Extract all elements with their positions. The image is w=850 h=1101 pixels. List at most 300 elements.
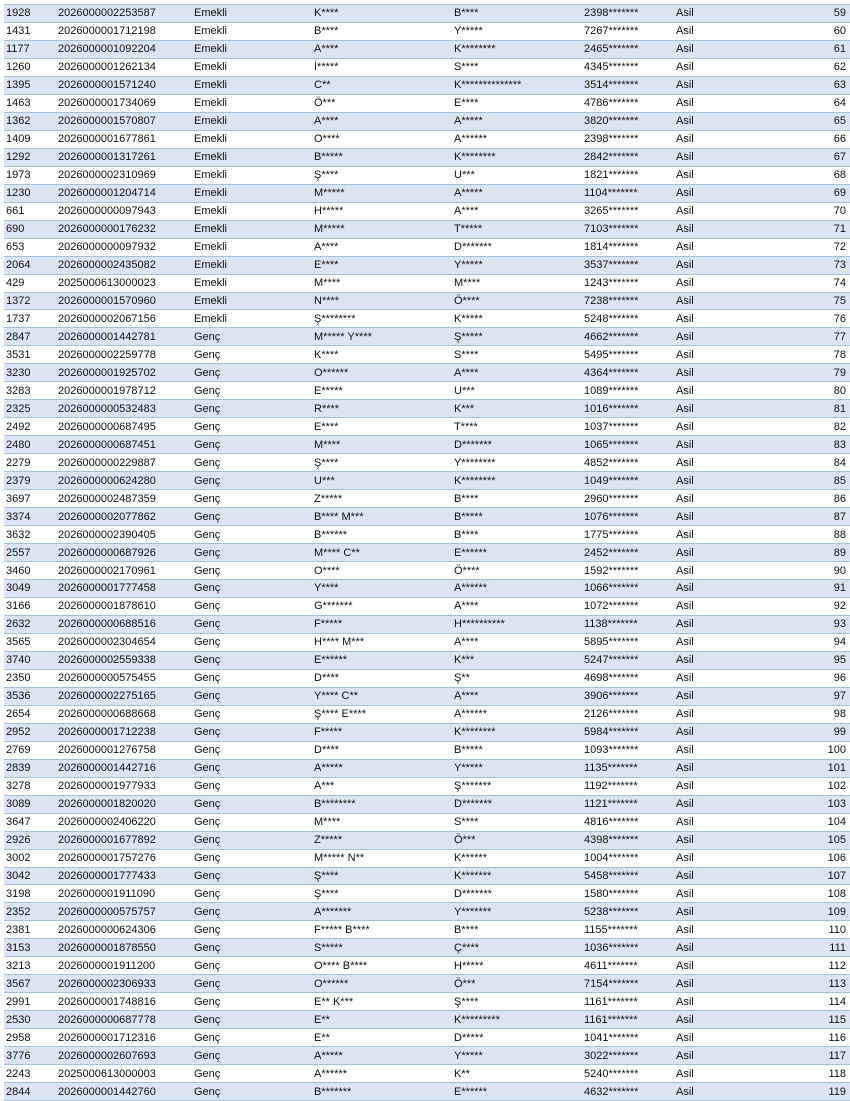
application-number-cell: 2026000001925702	[58, 364, 194, 382]
id-number-masked-cell: 7154*******	[584, 975, 676, 993]
category-cell: Emekli	[194, 76, 314, 94]
id-number-masked-cell: 5240*******	[584, 1065, 676, 1083]
id-number-masked-cell: 4611*******	[584, 957, 676, 975]
category-cell: Genç	[194, 687, 314, 705]
row-code-cell: 2381	[4, 921, 58, 939]
last-name-masked-cell: A****	[454, 633, 584, 651]
first-name-masked-cell: O****	[314, 562, 454, 580]
row-code-cell: 3374	[4, 508, 58, 526]
first-name-masked-cell: O**** B****	[314, 957, 454, 975]
application-number-cell: 2026000001977933	[58, 777, 194, 795]
table-row	[4, 993, 850, 1011]
status-cell: Asil	[676, 741, 816, 759]
table-row	[4, 1029, 850, 1047]
table-row	[4, 633, 850, 651]
results-table	[4, 4, 850, 1101]
table-row	[4, 741, 850, 759]
row-code-cell: 429	[4, 274, 58, 292]
table-row	[4, 22, 850, 40]
status-cell: Asil	[676, 885, 816, 903]
category-cell: Genç	[194, 382, 314, 400]
application-number-cell: 2026000000687926	[58, 544, 194, 562]
table-row	[4, 957, 850, 975]
category-cell: Genç	[194, 633, 314, 651]
application-number-cell: 2026000000575455	[58, 669, 194, 687]
id-number-masked-cell: 1093*******	[584, 741, 676, 759]
status-cell: Asil	[676, 705, 816, 723]
last-name-masked-cell: A******	[454, 130, 584, 148]
status-cell: Asil	[676, 939, 816, 957]
last-name-masked-cell: B*****	[454, 741, 584, 759]
first-name-masked-cell: Ş********	[314, 310, 454, 328]
id-number-masked-cell: 1041*******	[584, 1029, 676, 1047]
table-row	[4, 184, 850, 202]
id-number-masked-cell: 7238*******	[584, 292, 676, 310]
status-cell: Asil	[676, 184, 816, 202]
application-number-cell: 2026000001777458	[58, 580, 194, 598]
first-name-masked-cell: B*****	[314, 148, 454, 166]
first-name-masked-cell: Ş****	[314, 867, 454, 885]
application-number-cell: 2026000001677892	[58, 831, 194, 849]
row-code-cell: 3089	[4, 795, 58, 813]
row-code-cell: 2243	[4, 1065, 58, 1083]
last-name-masked-cell: K*****	[454, 310, 584, 328]
application-number-cell: 2026000001712238	[58, 723, 194, 741]
last-name-masked-cell: D*******	[454, 436, 584, 454]
first-name-masked-cell: F*****	[314, 723, 454, 741]
table-row	[4, 903, 850, 921]
last-name-masked-cell: A******	[454, 580, 584, 598]
id-number-masked-cell: 2126*******	[584, 705, 676, 723]
row-code-cell: 3565	[4, 633, 58, 651]
rank-cell: 85	[816, 472, 850, 490]
application-number-cell: 2026000002067156	[58, 310, 194, 328]
last-name-masked-cell: A******	[454, 705, 584, 723]
application-number-cell: 2026000002435082	[58, 256, 194, 274]
row-code-cell: 3166	[4, 597, 58, 615]
rank-cell: 105	[816, 831, 850, 849]
row-code-cell: 2325	[4, 400, 58, 418]
category-cell: Genç	[194, 562, 314, 580]
last-name-masked-cell: K***	[454, 400, 584, 418]
table-row	[4, 292, 850, 310]
id-number-masked-cell: 1104*******	[584, 184, 676, 202]
id-number-masked-cell: 2398*******	[584, 130, 676, 148]
status-cell: Asil	[676, 1083, 816, 1101]
category-cell: Emekli	[194, 202, 314, 220]
first-name-masked-cell: A****	[314, 238, 454, 256]
first-name-masked-cell: A******	[314, 1065, 454, 1083]
rank-cell: 60	[816, 22, 850, 40]
status-cell: Asil	[676, 975, 816, 993]
id-number-masked-cell: 1121*******	[584, 795, 676, 813]
first-name-masked-cell: B********	[314, 795, 454, 813]
rank-cell: 81	[816, 400, 850, 418]
row-code-cell: 2530	[4, 1011, 58, 1029]
application-number-cell: 2026000000097932	[58, 238, 194, 256]
table-row	[4, 40, 850, 58]
table-row	[4, 1083, 850, 1101]
status-cell: Asil	[676, 831, 816, 849]
table-row	[4, 544, 850, 562]
first-name-masked-cell: A*****	[314, 759, 454, 777]
first-name-masked-cell: C**	[314, 76, 454, 94]
row-code-cell: 1177	[4, 40, 58, 58]
application-number-cell: 2026000001777433	[58, 867, 194, 885]
rank-cell: 103	[816, 795, 850, 813]
status-cell: Asil	[676, 112, 816, 130]
row-code-cell: 661	[4, 202, 58, 220]
last-name-masked-cell: S****	[454, 813, 584, 831]
category-cell: Genç	[194, 723, 314, 741]
row-code-cell: 2492	[4, 418, 58, 436]
rank-cell: 111	[816, 939, 850, 957]
application-number-cell: 2026000000687778	[58, 1011, 194, 1029]
status-cell: Asil	[676, 1029, 816, 1047]
status-cell: Asil	[676, 292, 816, 310]
table-row	[4, 777, 850, 795]
category-cell: Genç	[194, 651, 314, 669]
rank-cell: 78	[816, 346, 850, 364]
category-cell: Genç	[194, 705, 314, 723]
id-number-masked-cell: 3820*******	[584, 112, 676, 130]
application-number-cell: 2026000001878610	[58, 597, 194, 615]
category-cell: Genç	[194, 957, 314, 975]
application-number-cell: 2026000001317261	[58, 148, 194, 166]
category-cell: Emekli	[194, 40, 314, 58]
rank-cell: 119	[816, 1083, 850, 1101]
status-cell: Asil	[676, 580, 816, 598]
id-number-masked-cell: 5458*******	[584, 867, 676, 885]
row-code-cell: 1463	[4, 94, 58, 112]
status-cell: Asil	[676, 256, 816, 274]
rank-cell: 93	[816, 615, 850, 633]
rank-cell: 86	[816, 490, 850, 508]
status-cell: Asil	[676, 687, 816, 705]
status-cell: Asil	[676, 148, 816, 166]
status-cell: Asil	[676, 166, 816, 184]
status-cell: Asil	[676, 1011, 816, 1029]
table-row	[4, 238, 850, 256]
application-number-cell: 2026000000176232	[58, 220, 194, 238]
rank-cell: 82	[816, 418, 850, 436]
first-name-masked-cell: M***** N**	[314, 849, 454, 867]
category-cell: Emekli	[194, 58, 314, 76]
first-name-masked-cell: A****	[314, 40, 454, 58]
rank-cell: 68	[816, 166, 850, 184]
application-number-cell: 2026000001677861	[58, 130, 194, 148]
status-cell: Asil	[676, 849, 816, 867]
application-number-cell: 2026000001276758	[58, 741, 194, 759]
last-name-masked-cell: M****	[454, 274, 584, 292]
status-cell: Asil	[676, 544, 816, 562]
id-number-masked-cell: 4852*******	[584, 454, 676, 472]
status-cell: Asil	[676, 562, 816, 580]
category-cell: Genç	[194, 328, 314, 346]
row-code-cell: 3230	[4, 364, 58, 382]
category-cell: Emekli	[194, 238, 314, 256]
first-name-masked-cell: A*******	[314, 903, 454, 921]
status-cell: Asil	[676, 202, 816, 220]
category-cell: Emekli	[194, 274, 314, 292]
first-name-masked-cell: E****	[314, 256, 454, 274]
category-cell: Genç	[194, 1065, 314, 1083]
application-number-cell: 2026000001442716	[58, 759, 194, 777]
status-cell: Asil	[676, 364, 816, 382]
first-name-masked-cell: A***	[314, 777, 454, 795]
id-number-masked-cell: 7103*******	[584, 220, 676, 238]
category-cell: Emekli	[194, 148, 314, 166]
table-row	[4, 759, 850, 777]
category-cell: Emekli	[194, 130, 314, 148]
first-name-masked-cell: K****	[314, 5, 454, 23]
last-name-masked-cell: Ş*******	[454, 777, 584, 795]
id-number-masked-cell: 1004*******	[584, 849, 676, 867]
rank-cell: 109	[816, 903, 850, 921]
last-name-masked-cell: Ö***	[454, 831, 584, 849]
first-name-masked-cell: E** K***	[314, 993, 454, 1011]
application-number-cell: 2026000001442760	[58, 1083, 194, 1101]
row-code-cell: 3632	[4, 526, 58, 544]
id-number-masked-cell: 1037*******	[584, 418, 676, 436]
first-name-masked-cell: Y**** C**	[314, 687, 454, 705]
row-code-cell: 3198	[4, 885, 58, 903]
application-number-cell: 2026000000688668	[58, 705, 194, 723]
category-cell: Genç	[194, 508, 314, 526]
row-code-cell: 1372	[4, 292, 58, 310]
first-name-masked-cell: G*******	[314, 597, 454, 615]
last-name-masked-cell: S****	[454, 346, 584, 364]
last-name-masked-cell: K******	[454, 849, 584, 867]
table-row	[4, 669, 850, 687]
category-cell: Genç	[194, 1029, 314, 1047]
id-number-masked-cell: 4662*******	[584, 328, 676, 346]
row-code-cell: 2557	[4, 544, 58, 562]
first-name-masked-cell: B******	[314, 526, 454, 544]
id-number-masked-cell: 3265*******	[584, 202, 676, 220]
first-name-masked-cell: Ş****	[314, 166, 454, 184]
results-sheet	[4, 4, 846, 1101]
category-cell: Genç	[194, 454, 314, 472]
first-name-masked-cell: N****	[314, 292, 454, 310]
id-number-masked-cell: 5984*******	[584, 723, 676, 741]
table-row	[4, 166, 850, 184]
status-cell: Asil	[676, 1065, 816, 1083]
table-row	[4, 723, 850, 741]
row-code-cell: 2769	[4, 741, 58, 759]
rank-cell: 115	[816, 1011, 850, 1029]
rank-cell: 71	[816, 220, 850, 238]
table-row	[4, 5, 850, 23]
last-name-masked-cell: U***	[454, 382, 584, 400]
table-row	[4, 472, 850, 490]
row-code-cell: 1395	[4, 76, 58, 94]
row-code-cell: 3531	[4, 346, 58, 364]
rank-cell: 118	[816, 1065, 850, 1083]
id-number-masked-cell: 4398*******	[584, 831, 676, 849]
last-name-masked-cell: K**************	[454, 76, 584, 94]
last-name-masked-cell: Ş**	[454, 669, 584, 687]
application-number-cell: 2026000002253587	[58, 5, 194, 23]
last-name-masked-cell: Ö****	[454, 292, 584, 310]
id-number-masked-cell: 1243*******	[584, 274, 676, 292]
id-number-masked-cell: 5895*******	[584, 633, 676, 651]
row-code-cell: 2279	[4, 454, 58, 472]
table-row	[4, 364, 850, 382]
row-code-cell: 1260	[4, 58, 58, 76]
category-cell: Genç	[194, 580, 314, 598]
id-number-masked-cell: 1592*******	[584, 562, 676, 580]
application-number-cell: 2026000001570807	[58, 112, 194, 130]
rank-cell: 113	[816, 975, 850, 993]
first-name-masked-cell: F***** B****	[314, 921, 454, 939]
category-cell: Genç	[194, 759, 314, 777]
rank-cell: 84	[816, 454, 850, 472]
first-name-masked-cell: D****	[314, 741, 454, 759]
table-row	[4, 526, 850, 544]
table-row	[4, 849, 850, 867]
first-name-masked-cell: D****	[314, 669, 454, 687]
category-cell: Genç	[194, 669, 314, 687]
application-number-cell: 2026000002306933	[58, 975, 194, 993]
category-cell: Genç	[194, 544, 314, 562]
rank-cell: 114	[816, 993, 850, 1011]
application-number-cell: 2026000001978712	[58, 382, 194, 400]
category-cell: Genç	[194, 939, 314, 957]
status-cell: Asil	[676, 328, 816, 346]
id-number-masked-cell: 7267*******	[584, 22, 676, 40]
rank-cell: 90	[816, 562, 850, 580]
table-row	[4, 328, 850, 346]
row-code-cell: 2958	[4, 1029, 58, 1047]
status-cell: Asil	[676, 777, 816, 795]
rank-cell: 63	[816, 76, 850, 94]
row-code-cell: 2480	[4, 436, 58, 454]
id-number-masked-cell: 2398*******	[584, 5, 676, 23]
row-code-cell: 2926	[4, 831, 58, 849]
last-name-masked-cell: B****	[454, 921, 584, 939]
last-name-masked-cell: Ö***	[454, 975, 584, 993]
row-code-cell: 2952	[4, 723, 58, 741]
table-row	[4, 310, 850, 328]
rank-cell: 117	[816, 1047, 850, 1065]
row-code-cell: 1362	[4, 112, 58, 130]
id-number-masked-cell: 2452*******	[584, 544, 676, 562]
category-cell: Genç	[194, 490, 314, 508]
first-name-masked-cell: E****	[314, 418, 454, 436]
status-cell: Asil	[676, 436, 816, 454]
first-name-masked-cell: E*****	[314, 382, 454, 400]
row-code-cell: 2654	[4, 705, 58, 723]
first-name-masked-cell: M****	[314, 813, 454, 831]
id-number-masked-cell: 1814*******	[584, 238, 676, 256]
category-cell: Genç	[194, 1047, 314, 1065]
table-row	[4, 885, 850, 903]
status-cell: Asil	[676, 597, 816, 615]
status-cell: Asil	[676, 40, 816, 58]
category-cell: Genç	[194, 597, 314, 615]
rank-cell: 77	[816, 328, 850, 346]
status-cell: Asil	[676, 238, 816, 256]
application-number-cell: 2026000001911200	[58, 957, 194, 975]
category-cell: Genç	[194, 436, 314, 454]
id-number-masked-cell: 4345*******	[584, 58, 676, 76]
last-name-masked-cell: E******	[454, 544, 584, 562]
application-number-cell: 2026000001734069	[58, 94, 194, 112]
status-cell: Asil	[676, 921, 816, 939]
status-cell: Asil	[676, 867, 816, 885]
row-code-cell: 3153	[4, 939, 58, 957]
status-cell: Asil	[676, 1047, 816, 1065]
rank-cell: 76	[816, 310, 850, 328]
status-cell: Asil	[676, 310, 816, 328]
table-row	[4, 867, 850, 885]
rank-cell: 72	[816, 238, 850, 256]
status-cell: Asil	[676, 220, 816, 238]
table-row	[4, 615, 850, 633]
rank-cell: 80	[816, 382, 850, 400]
first-name-masked-cell: H**** M***	[314, 633, 454, 651]
category-cell: Genç	[194, 472, 314, 490]
application-number-cell: 2026000002390405	[58, 526, 194, 544]
last-name-masked-cell: Y*******	[454, 903, 584, 921]
first-name-masked-cell: M**** C**	[314, 544, 454, 562]
first-name-masked-cell: Z*****	[314, 490, 454, 508]
first-name-masked-cell: M***** Y****	[314, 328, 454, 346]
category-cell: Genç	[194, 364, 314, 382]
table-row	[4, 597, 850, 615]
first-name-masked-cell: Ş****	[314, 454, 454, 472]
row-code-cell: 2847	[4, 328, 58, 346]
last-name-masked-cell: D*******	[454, 238, 584, 256]
last-name-masked-cell: A*****	[454, 184, 584, 202]
status-cell: Asil	[676, 615, 816, 633]
application-number-cell: 2026000001570960	[58, 292, 194, 310]
id-number-masked-cell: 4786*******	[584, 94, 676, 112]
rank-cell: 65	[816, 112, 850, 130]
table-row	[4, 705, 850, 723]
table-row	[4, 418, 850, 436]
row-code-cell: 3049	[4, 580, 58, 598]
first-name-masked-cell: B**** M***	[314, 508, 454, 526]
category-cell: Genç	[194, 975, 314, 993]
status-cell: Asil	[676, 454, 816, 472]
first-name-masked-cell: Z*****	[314, 831, 454, 849]
application-number-cell: 2026000002607693	[58, 1047, 194, 1065]
category-cell: Emekli	[194, 94, 314, 112]
rank-cell: 98	[816, 705, 850, 723]
category-cell: Genç	[194, 849, 314, 867]
last-name-masked-cell: T*****	[454, 220, 584, 238]
last-name-masked-cell: E******	[454, 1083, 584, 1101]
application-number-cell: 2026000002259778	[58, 346, 194, 364]
rank-cell: 69	[816, 184, 850, 202]
rank-cell: 112	[816, 957, 850, 975]
rank-cell: 104	[816, 813, 850, 831]
row-code-cell: 1973	[4, 166, 58, 184]
status-cell: Asil	[676, 633, 816, 651]
category-cell: Genç	[194, 813, 314, 831]
rank-cell: 70	[816, 202, 850, 220]
last-name-masked-cell: B*****	[454, 508, 584, 526]
last-name-masked-cell: K*********	[454, 1011, 584, 1029]
status-cell: Asil	[676, 759, 816, 777]
rank-cell: 97	[816, 687, 850, 705]
status-cell: Asil	[676, 957, 816, 975]
first-name-masked-cell: R****	[314, 400, 454, 418]
application-number-cell: 2026000000097943	[58, 202, 194, 220]
row-code-cell: 1409	[4, 130, 58, 148]
